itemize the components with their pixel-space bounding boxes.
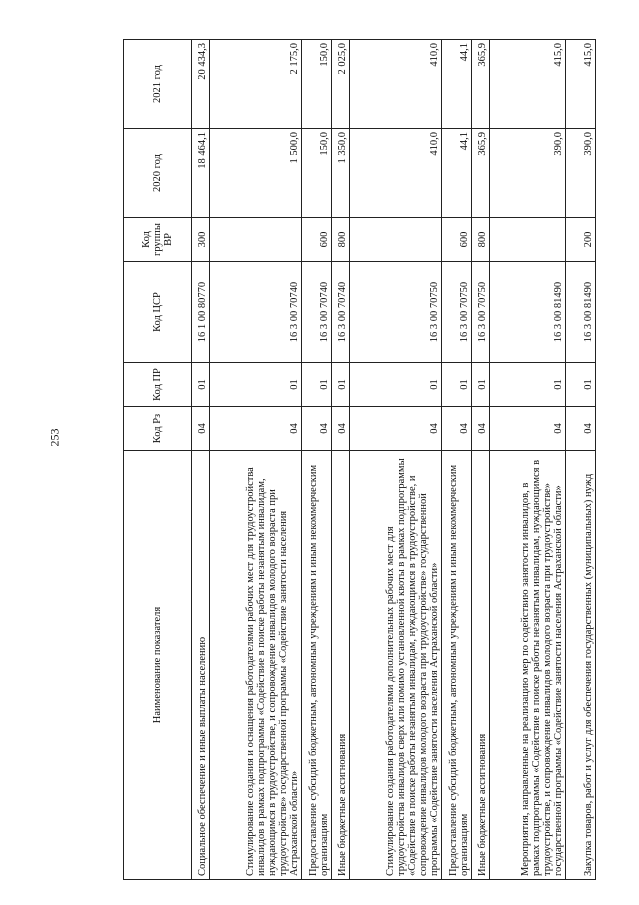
- cell-pr: 01: [192, 363, 210, 407]
- cell-2020: 365,9: [472, 129, 490, 218]
- cell-vr: [210, 218, 302, 262]
- cell-name: Социальное обеспечение и иные выплаты населению: [192, 451, 210, 880]
- cell-rz: 04: [332, 407, 350, 451]
- table-row: [210, 40, 302, 880]
- cell-rz: 04: [490, 407, 566, 451]
- cell-2021: 365,9: [472, 40, 490, 129]
- cell-rz: 04: [192, 407, 210, 451]
- cell-2020: 410,0: [350, 129, 442, 218]
- cell-vr: 800: [332, 218, 350, 262]
- cell-pr: 01: [442, 363, 472, 407]
- table-row: [442, 40, 472, 880]
- cell-2021: 2 025,0: [332, 40, 350, 129]
- cell-rz: 04: [210, 407, 302, 451]
- table-header-row: [124, 40, 192, 880]
- cell-2020: 390,0: [566, 129, 596, 218]
- cell-vr: 300: [192, 218, 210, 262]
- cell-csr: 16 3 00 81490: [566, 262, 596, 363]
- cell-csr: 16 3 00 70750: [350, 262, 442, 363]
- header-2021: 2021 год: [124, 40, 192, 129]
- rotated-table-container: [123, 40, 594, 880]
- cell-2020: 18 464,1: [192, 129, 210, 218]
- cell-pr: 01: [210, 363, 302, 407]
- cell-csr: 16 3 00 70740: [210, 262, 302, 363]
- cell-csr: 16 3 00 70750: [472, 262, 490, 363]
- table-row: [472, 40, 490, 880]
- cell-name: Стимулирование создания работодателями дополнительных рабочих мест для трудоустройства инвалидов сверх или помимо установленной квоты в рамках подпрограммы «Содействие в поиске работы незанятым инвалидам, нуждающимся в трудоустройстве, и сопровождение инвалидов молодого возраста при трудоустройстве» государственной программы «Содействие занятости населения Астраханской области»: [350, 451, 442, 880]
- cell-vr: [490, 218, 566, 262]
- cell-2020: 390,0: [490, 129, 566, 218]
- table-row: [490, 40, 566, 880]
- cell-pr: 01: [566, 363, 596, 407]
- cell-2020: 150,0: [302, 129, 332, 218]
- cell-rz: 04: [472, 407, 490, 451]
- cell-2021: 415,0: [566, 40, 596, 129]
- header-vr: Код группы ВР: [124, 218, 192, 262]
- cell-name: Предоставление субсидий бюджетным, автономным учреждениям и иным некоммерческим организациям: [442, 451, 472, 880]
- cell-vr: 600: [302, 218, 332, 262]
- header-rz: Код Рз: [124, 407, 192, 451]
- cell-vr: 600: [442, 218, 472, 262]
- cell-2021: 415,0: [490, 40, 566, 129]
- cell-name: Мероприятия, направленные на реализацию мер по содействию занятости инвалидов, в рамках подпрограммы «Содействие в поиске работы незанятым инвалидам, нуждающимся в трудоустройстве, и сопровождение инвалидов молодого возраста при трудоустройстве» государственной программы «Содействие занятости населения Астраханской области»: [490, 451, 566, 880]
- cell-pr: 01: [472, 363, 490, 407]
- table-row: [566, 40, 596, 880]
- cell-2021: 44,1: [442, 40, 472, 129]
- cell-name: Закупка товаров, работ и услуг для обеспечения государственных (муниципальных) нужд: [566, 451, 596, 880]
- cell-name: Стимулирование создания и оснащения работодателями рабочих мест для трудоустройства инвалидов в рамках подпрограммы «Содействие в поиске работы незанятым инвалидам, нуждающимся в трудоустройстве, и сопровождение инвалидов молодого возраста при трудоустройстве» государственной программы «Содействие занятости населения Астраханской области»: [210, 451, 302, 880]
- cell-name: Иные бюджетные ассигнования: [332, 451, 350, 880]
- cell-csr: 16 3 00 70740: [302, 262, 332, 363]
- cell-name: Предоставление субсидий бюджетным, автономным учреждениям и иным некоммерческим организациям: [302, 451, 332, 880]
- table-row: [350, 40, 442, 880]
- cell-pr: 01: [490, 363, 566, 407]
- cell-rz: 04: [302, 407, 332, 451]
- cell-2020: 1 500,0: [210, 129, 302, 218]
- cell-rz: 04: [350, 407, 442, 451]
- cell-vr: 800: [472, 218, 490, 262]
- cell-2021: 20 434,3: [192, 40, 210, 129]
- header-2020: 2020 год: [124, 129, 192, 218]
- cell-csr: 16 3 00 70740: [332, 262, 350, 363]
- cell-csr: 16 1 00 80770: [192, 262, 210, 363]
- cell-2021: 150,0: [302, 40, 332, 129]
- cell-name: Иные бюджетные ассигнования: [472, 451, 490, 880]
- cell-pr: 01: [350, 363, 442, 407]
- budget-table: [123, 39, 596, 880]
- table-row: [192, 40, 210, 880]
- cell-csr: 16 3 00 81490: [490, 262, 566, 363]
- cell-rz: 04: [566, 407, 596, 451]
- table-row: [332, 40, 350, 880]
- cell-rz: 04: [442, 407, 472, 451]
- header-name: Наименование показателя: [124, 451, 192, 880]
- table-row: [302, 40, 332, 880]
- cell-2020: 1 350,0: [332, 129, 350, 218]
- cell-pr: 01: [302, 363, 332, 407]
- cell-2021: 410,0: [350, 40, 442, 129]
- cell-2020: 44,1: [442, 129, 472, 218]
- cell-vr: 200: [566, 218, 596, 262]
- cell-vr: [350, 218, 442, 262]
- cell-csr: 16 3 00 70750: [442, 262, 472, 363]
- cell-pr: 01: [332, 363, 350, 407]
- header-pr: Код ПР: [124, 363, 192, 407]
- header-csr: Код ЦСР: [124, 262, 192, 363]
- cell-2021: 2 175,0: [210, 40, 302, 129]
- page-number: 253: [47, 428, 62, 447]
